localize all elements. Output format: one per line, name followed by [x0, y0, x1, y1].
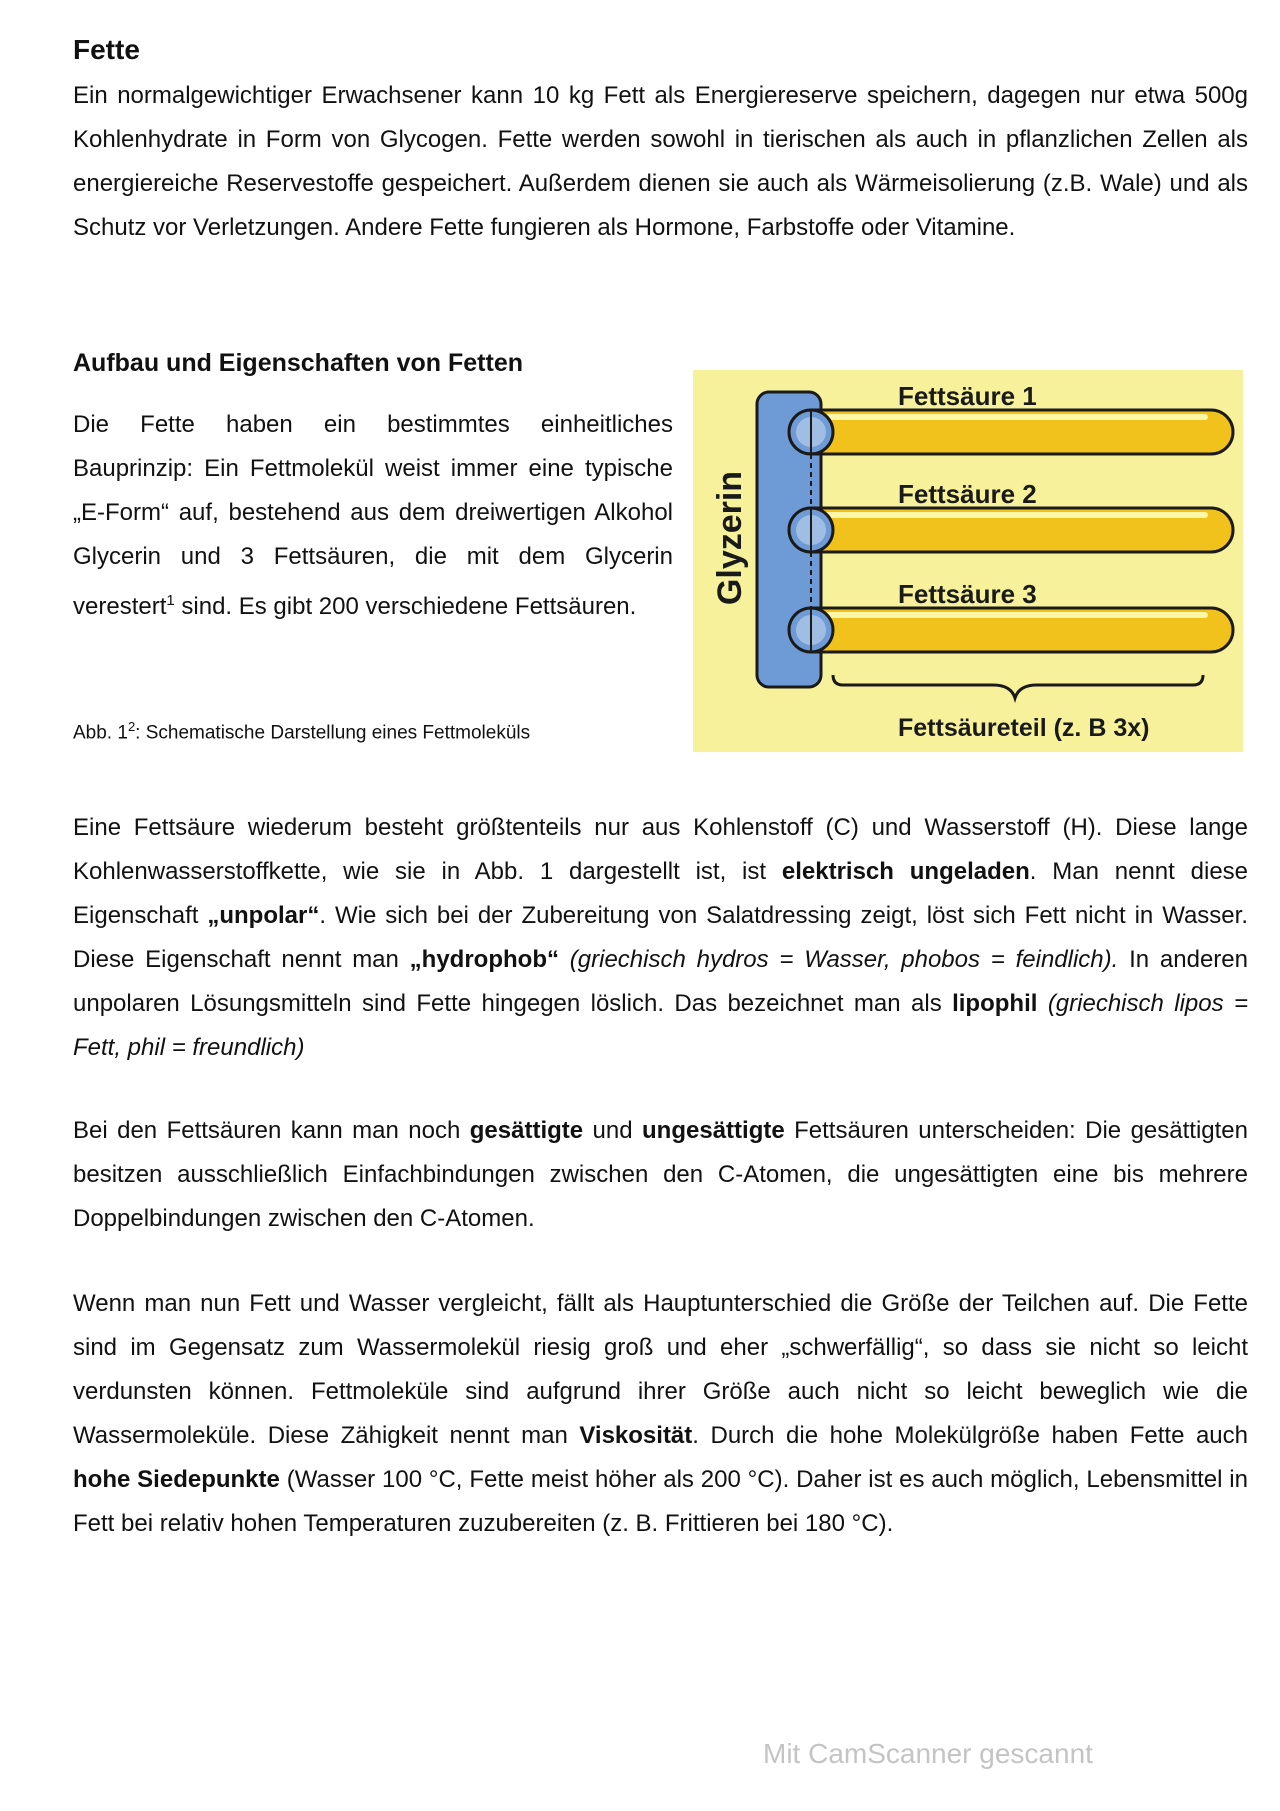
term-uncharged: elektrisch ungeladen — [781, 858, 1030, 885]
text-run: . Man nennt diese Eigenschaft — [73, 858, 1249, 929]
fatty-acid-label-2: Fettsäure 2 — [898, 479, 1037, 509]
text-run: (Wasser 100 °C, Fette meist höher als 200 °C). Daher ist es auch möglich, Lebensmittel in Fett bei relativ hohen Temperaturen zuzubereiten (z. B. Frittieren bei 180 °C). — [73, 1466, 1248, 1537]
term-lipophil: lipophil — [952, 990, 1038, 1017]
term-hydrophob: „hydrophob“ — [409, 946, 559, 973]
text-run: . Wie sich bei der Zubereitung von Salatdressing zeigt, löst sich Fett nicht in Wasser. Diese Eigenschaft nennt man — [73, 902, 1248, 973]
structure-text-a: Die Fette haben ein bestimmtes einheitliches Bauprinzip: Ein Fettmolekül weist immer eine typische „E-Form“ auf, bestehend aus dem dreiwertigen Alkohol Glycerin und 3 Fettsäuren, die mit dem Glycerin verestert — [73, 411, 673, 620]
text-run — [559, 946, 570, 973]
fatty-acid-part-label: Fettsäureteil (z. B 3x) — [898, 714, 1150, 742]
text-run: . Durch die hohe Molekülgröße haben Fette auch — [692, 1422, 1248, 1449]
text-run: Wenn man nun Fett und Wasser vergleicht, fällt als Hauptunterschied die Größe der Teilchen auf. Die Fette sind im Gegensatz zum Wassermolekül riesig groß und eher „schwerfällig“, so dass sie nicht so leicht verdunsten können. Fettmoleküle sind aufgrund ihrer Größe auch nicht so leicht beweglich wie die Wassermoleküle. Diese Zähigkeit nennt man — [73, 1290, 1248, 1449]
fat-molecule-diagram — [693, 370, 1243, 752]
caption-prefix: Abb. 1 — [73, 722, 128, 744]
term-viscosity: Viskosität — [579, 1422, 693, 1449]
text-run — [1037, 990, 1047, 1017]
term-saturated: gesättigte — [469, 1117, 584, 1144]
text-run: und — [583, 1117, 643, 1144]
structure-paragraph — [73, 403, 673, 629]
scanner-watermark: Mit CamScanner gescannt — [763, 1738, 1093, 1769]
term-unpolar: „unpolar“ — [207, 902, 320, 929]
structure-text-b: sind. Es gibt 200 verschiedene Fettsäuren. — [174, 593, 637, 620]
text-run: Fettsäuren unterscheiden: Die gesättigten besitzen ausschließlich Einfachbindungen zwischen den C-Atomen, die ungesättigten eine bis mehrere Doppelbindungen zwischen den C-Atomen. — [73, 1117, 1248, 1232]
section-heading: Aufbau und Eigenschaften von Fetten — [73, 349, 524, 377]
fatty-acid-label-1: Fettsäure 1 — [898, 381, 1037, 411]
polarity-paragraph — [73, 806, 1248, 1070]
caption-text: : Schematische Darstellung eines Fettmoleküls — [135, 722, 531, 744]
page-title: Fette — [73, 34, 140, 65]
text-run: Bei den Fettsäuren kann man noch — [73, 1117, 470, 1144]
etymology-lipophil: (griechisch lipos = Fett, phil = freundlich) — [73, 990, 1249, 1061]
etymology-hydrophob: (griechisch hydros = Wasser, phobos = feindlich). — [569, 946, 1119, 973]
intro-paragraph: Ein normalgewichtiger Erwachsener kann 10 kg Fett als Energiereserve speichern, dagegen nur etwa 500g Kohlenhydrate in Form von Glycogen. Fette werden sowohl in tierischen als auch in pflanzlichen Zellen als energiereiche Reservestoffe gespeichert. Außerdem dienen sie auch als Wärmeisolierung (z.B. Wale) und als Schutz vor Verletzungen. Andere Fette fungieren als Hormone, Farbstoffe oder Vitamine. — [73, 82, 1248, 241]
text-run: Eine Fettsäure wiederum besteht größtenteils nur aus Kohlenstoff (C) und Wasserstoff (H). Diese lange Kohlenwasserstoffkette, wie sie in Abb. 1 dargestellt ist, ist — [73, 814, 1248, 885]
term-boiling-points: hohe Siedepunkte — [73, 1466, 280, 1493]
glycerin-label: Glyzerin — [711, 470, 749, 606]
footnote-mark: 1 — [166, 592, 175, 609]
saturation-paragraph — [73, 1109, 1248, 1241]
fatty-acid-label-3: Fettsäure 3 — [898, 579, 1037, 609]
viscosity-paragraph — [73, 1282, 1248, 1546]
caption-footnote-mark: 2 — [127, 719, 136, 734]
figure-caption — [73, 719, 530, 744]
term-unsaturated: ungesättigte — [642, 1117, 785, 1144]
text-run: In anderen unpolaren Lösungsmitteln sind Fette hingegen löslich. Das bezeichnet man als — [73, 946, 1248, 1017]
